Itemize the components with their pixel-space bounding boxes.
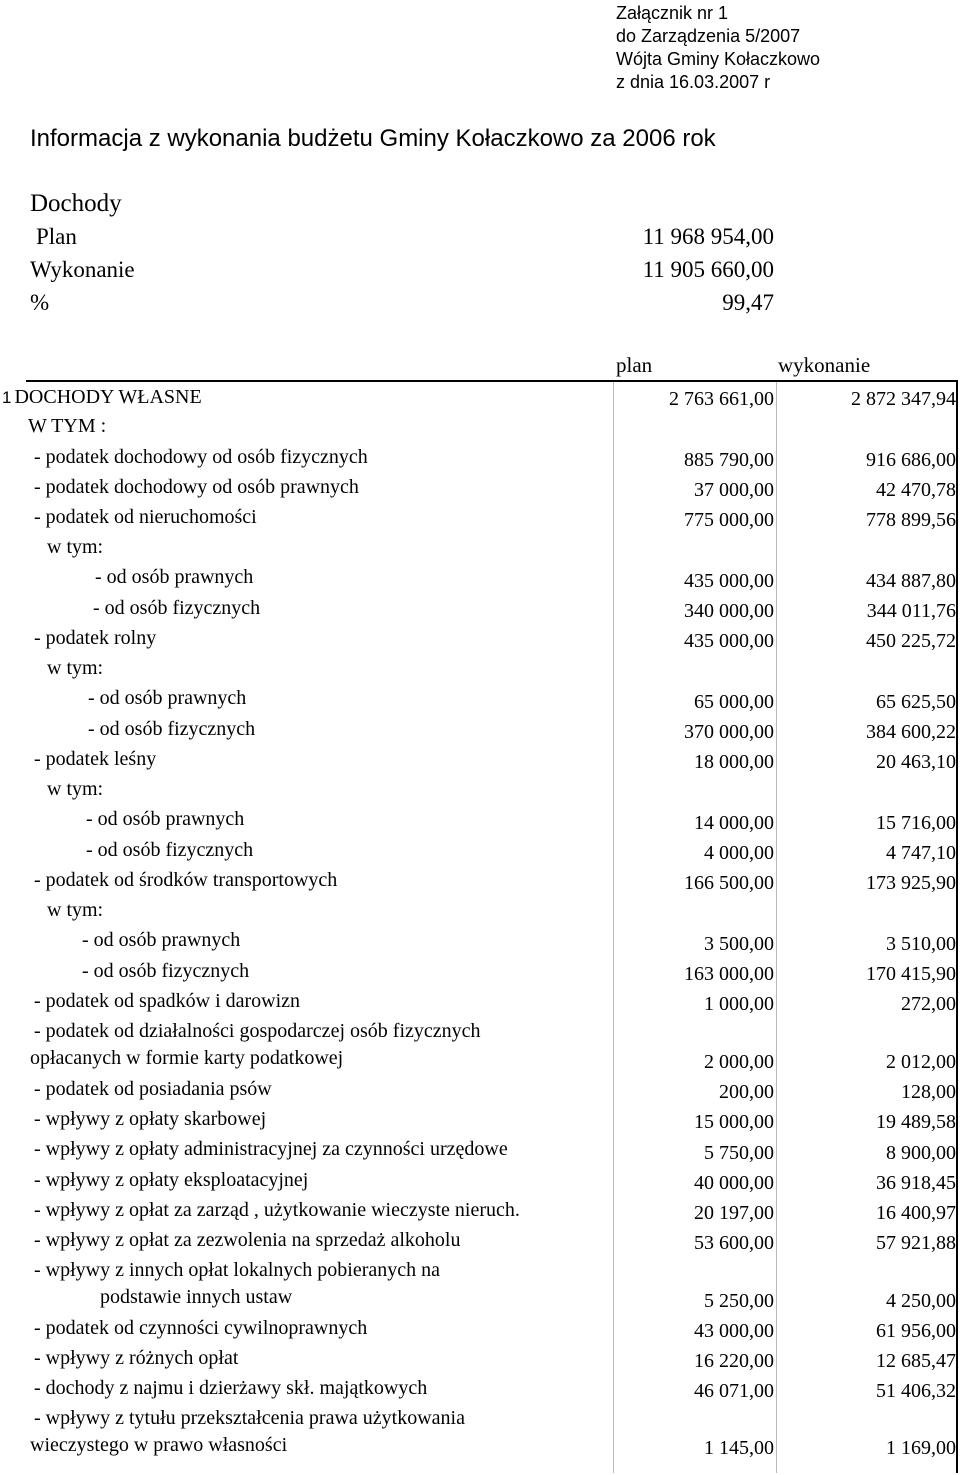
wykonanie-value: 57 921,88 <box>876 1232 956 1254</box>
plan-value: 16 220,00 <box>694 1350 774 1372</box>
table-row <box>30 1136 956 1167</box>
row-label-text: - wpływy z różnych opłat <box>34 1347 239 1369</box>
table-right-border <box>956 380 958 1473</box>
plan-value: 15 000,00 <box>694 1111 774 1133</box>
row-label-continuation: podstawie innych ustaw <box>100 1286 293 1308</box>
table-row <box>30 746 956 776</box>
row-label <box>34 1018 481 1045</box>
table-row <box>30 504 956 534</box>
table-row <box>30 1405 956 1462</box>
table-row <box>30 1167 956 1197</box>
plan-value: 2 763 661,00 <box>669 388 774 410</box>
row-label <box>34 444 368 471</box>
row-label-text: - podatek rolny <box>34 627 157 649</box>
row-label <box>34 1315 367 1342</box>
row-label-text: - wpływy z opłat za zezwolenia na sprzedaż alkoholu <box>34 1229 461 1251</box>
wykonanie-value: 36 918,45 <box>876 1172 956 1194</box>
row-label <box>86 806 244 833</box>
table-row <box>30 1197 956 1227</box>
wykonanie-value: 42 470,78 <box>876 479 956 501</box>
wykonanie-value: 434 887,80 <box>866 570 956 592</box>
attachment-line-4: z dnia 16.03.2007 r <box>616 72 771 92</box>
row-label-text: - od osób fizycznych <box>86 839 254 861</box>
table-row <box>30 444 956 474</box>
table-row <box>30 1345 956 1375</box>
row-label-text: w tym: <box>47 899 104 921</box>
row-label-text: - od osób fizycznych <box>93 597 261 619</box>
summary-percent-row <box>30 290 774 323</box>
row-label <box>34 1345 238 1372</box>
row-label-text: - od osób fizycznych <box>88 718 256 740</box>
summary-wykonanie-label: Wykonanie <box>30 257 135 282</box>
wykonanie-value: 65 625,50 <box>876 691 956 713</box>
wykonanie-value: 2 872 347,94 <box>851 388 956 410</box>
wykonanie-value: 51 406,32 <box>876 1380 956 1402</box>
row-label <box>34 1257 440 1284</box>
row-label <box>34 867 337 894</box>
row-label-continuation: opłacanych w formie karty podatkowej <box>30 1047 344 1069</box>
row-label <box>34 746 156 773</box>
row-label-text: - podatek dochodowy od osób prawnych <box>34 476 359 498</box>
row-label <box>47 534 103 561</box>
table-row <box>30 1227 956 1257</box>
plan-value: 46 071,00 <box>694 1380 774 1402</box>
plan-value: 5 250,00 <box>704 1290 774 1312</box>
attachment-header <box>616 2 820 94</box>
table-row <box>30 1257 956 1315</box>
plan-value: 163 000,00 <box>684 963 774 985</box>
attachment-line-3: Wójta Gminy Kołaczkowo <box>616 49 821 69</box>
row-label-text: - podatek od posiadania psów <box>34 1078 272 1100</box>
plan-value: 40 000,00 <box>694 1172 774 1194</box>
row-label-text: DOCHODY WŁASNE <box>14 386 202 408</box>
table-row <box>30 958 956 988</box>
plan-value: 20 197,00 <box>694 1202 774 1224</box>
row-label-text: - podatek od nieruchomości <box>34 506 257 528</box>
table-row <box>30 837 956 867</box>
row-label-text: - od osób prawnych <box>86 808 245 830</box>
summary-plan-label: Plan <box>36 224 77 249</box>
plan-value: 1 145,00 <box>704 1437 774 1459</box>
summary-plan-value: 11 968 954,00 <box>642 224 774 249</box>
row-label <box>34 988 300 1015</box>
wykonanie-value: 3 510,00 <box>886 933 956 955</box>
summary-plan-row <box>30 224 774 257</box>
plan-value: 65 000,00 <box>694 691 774 713</box>
wykonanie-value: 272,00 <box>901 993 956 1015</box>
wykonanie-value: 916 686,00 <box>866 449 956 471</box>
wykonanie-value: 8 900,00 <box>886 1142 956 1164</box>
summary-percent-value: 99,47 <box>722 290 774 315</box>
row-label <box>34 1405 465 1432</box>
attachment-line-1: Załącznik nr 1 <box>616 3 729 23</box>
row-label-text: - wpływy z innych opłat lokalnych pobieranych na <box>34 1259 440 1281</box>
plan-value: 340 000,00 <box>684 600 774 622</box>
table-row <box>30 1375 956 1405</box>
wykonanie-value: 61 956,00 <box>876 1320 956 1342</box>
row-label <box>2 384 202 411</box>
plan-value: 1 000,00 <box>704 993 774 1015</box>
table-row <box>30 534 956 564</box>
row-label <box>88 716 255 743</box>
wykonanie-value: 128,00 <box>901 1081 956 1103</box>
row-label-text: w tym: <box>47 778 104 800</box>
wykonanie-value: 344 011,76 <box>866 600 956 622</box>
income-table <box>2 380 956 1473</box>
plan-value: 53 600,00 <box>694 1232 774 1254</box>
row-label-text: - podatek od spadków i darowizn <box>34 990 301 1012</box>
plan-value: 37 000,00 <box>694 479 774 501</box>
summary-wykonanie-row <box>30 257 774 290</box>
wykonanie-value: 4 747,10 <box>886 842 956 864</box>
row-label-continuation: wieczystego w prawo własności <box>30 1434 288 1456</box>
row-label-text: - wpływy z opłat za zarząd , użytkowanie wieczyste nieruch. <box>34 1199 520 1221</box>
row-label-text: w tym: <box>47 536 104 558</box>
plan-value: 885 790,00 <box>684 449 774 471</box>
row-label-text: - podatek dochodowy od osób fizycznych <box>34 446 368 468</box>
row-label <box>28 413 106 440</box>
wykonanie-value: 15 716,00 <box>876 812 956 834</box>
row-label-text: - od osób prawnych <box>88 687 247 709</box>
column-header-wykonanie: wykonanie <box>778 353 871 377</box>
wykonanie-value: 170 415,90 <box>866 963 956 985</box>
row-label <box>88 685 246 712</box>
wykonanie-value: 2 012,00 <box>886 1051 956 1073</box>
table-row <box>2 384 956 413</box>
row-label-text: - dochody z najmu i dzierżawy skł. majątkowych <box>34 1377 428 1399</box>
wykonanie-value: 19 489,58 <box>876 1111 956 1133</box>
document-title: Informacja z wykonania budżetu Gminy Kołaczkowo za 2006 rok <box>30 125 716 152</box>
table-row <box>30 413 956 444</box>
wykonanie-value: 173 925,90 <box>866 872 956 894</box>
table-row <box>30 806 956 837</box>
summary-wykonanie-value: 11 905 660,00 <box>642 257 774 282</box>
wykonanie-value: 1 169,00 <box>886 1437 956 1459</box>
wykonanie-value: 20 463,10 <box>876 751 956 773</box>
wykonanie-value: 450 225,72 <box>866 630 956 652</box>
row-label <box>34 474 359 501</box>
row-label <box>34 1227 460 1254</box>
row-label-text: - od osób fizycznych <box>82 960 250 982</box>
table-row <box>30 1106 956 1136</box>
table-row <box>30 655 956 685</box>
row-label <box>34 625 156 652</box>
row-label <box>34 504 257 531</box>
row-label <box>82 958 249 985</box>
row-label-text: - podatek od czynności cywilnoprawnych <box>34 1317 368 1339</box>
row-label <box>34 1076 272 1103</box>
section-title: Dochody <box>30 190 122 217</box>
table-row <box>30 1018 956 1076</box>
plan-value: 4 000,00 <box>704 842 774 864</box>
table-row <box>30 595 956 625</box>
plan-value: 5 750,00 <box>704 1142 774 1164</box>
row-label <box>34 1375 427 1402</box>
row-label <box>47 776 103 803</box>
plan-value: 370 000,00 <box>684 721 774 743</box>
plan-value: 18 000,00 <box>694 751 774 773</box>
plan-value: 14 000,00 <box>694 812 774 834</box>
row-label-text: - wpływy z opłaty administracyjnej za czynności urzędowe <box>34 1138 508 1160</box>
table-row <box>30 927 956 958</box>
table-top-border <box>26 380 956 382</box>
summary-percent-label: % <box>30 290 50 315</box>
table-row <box>30 1076 956 1106</box>
plan-value: 3 500,00 <box>704 933 774 955</box>
table-row <box>30 716 956 746</box>
plan-value: 2 000,00 <box>704 1051 774 1073</box>
wykonanie-value: 12 685,47 <box>876 1350 956 1372</box>
table-row <box>30 776 956 806</box>
plan-value: 166 500,00 <box>684 872 774 894</box>
row-label <box>95 564 253 591</box>
row-label-text: W TYM : <box>28 415 107 437</box>
row-label <box>34 1167 308 1194</box>
row-label-text: - od osób prawnych <box>95 566 254 588</box>
plan-value: 200,00 <box>719 1081 774 1103</box>
row-label <box>34 1197 520 1224</box>
plan-value: 435 000,00 <box>684 570 774 592</box>
wykonanie-value: 4 250,00 <box>886 1290 956 1312</box>
row-label <box>86 837 253 864</box>
attachment-line-2: do Zarządzenia 5/2007 <box>616 26 801 46</box>
row-label-text: - podatek od środków transportowych <box>34 869 338 891</box>
row-label-text: - wpływy z opłaty eksploatacyjnej <box>34 1169 309 1191</box>
row-label <box>93 595 260 622</box>
row-label-text: - wpływy z opłaty skarbowej <box>34 1108 267 1130</box>
wykonanie-value: 384 600,22 <box>866 721 956 743</box>
table-row <box>30 474 956 504</box>
row-label <box>47 655 103 682</box>
row-label-text: - wpływy z tytułu przekształcenia prawa użytkowania <box>34 1407 465 1429</box>
wykonanie-value: 778 899,56 <box>866 509 956 531</box>
row-label <box>47 897 103 924</box>
table-row <box>30 867 956 897</box>
table-row <box>30 1315 956 1345</box>
plan-value: 775 000,00 <box>684 509 774 531</box>
table-row <box>30 625 956 655</box>
row-label <box>34 1136 508 1163</box>
table-row <box>30 897 956 927</box>
wykonanie-value: 16 400,97 <box>876 1202 956 1224</box>
column-header-plan: plan <box>616 353 653 377</box>
row-label-text: w tym: <box>47 657 104 679</box>
table-row <box>30 564 956 595</box>
row-label-text: - podatek od działalności gospodarczej osób fizycznych <box>34 1020 481 1042</box>
table-row <box>30 988 956 1018</box>
row-label <box>34 1106 266 1133</box>
row-label <box>82 927 240 954</box>
row-label-text: - podatek leśny <box>34 748 157 770</box>
plan-value: 43 000,00 <box>694 1320 774 1342</box>
table-row <box>30 685 956 716</box>
plan-value: 435 000,00 <box>684 630 774 652</box>
row-label-text: - od osób prawnych <box>82 929 241 951</box>
row-number: 1 <box>2 388 12 407</box>
